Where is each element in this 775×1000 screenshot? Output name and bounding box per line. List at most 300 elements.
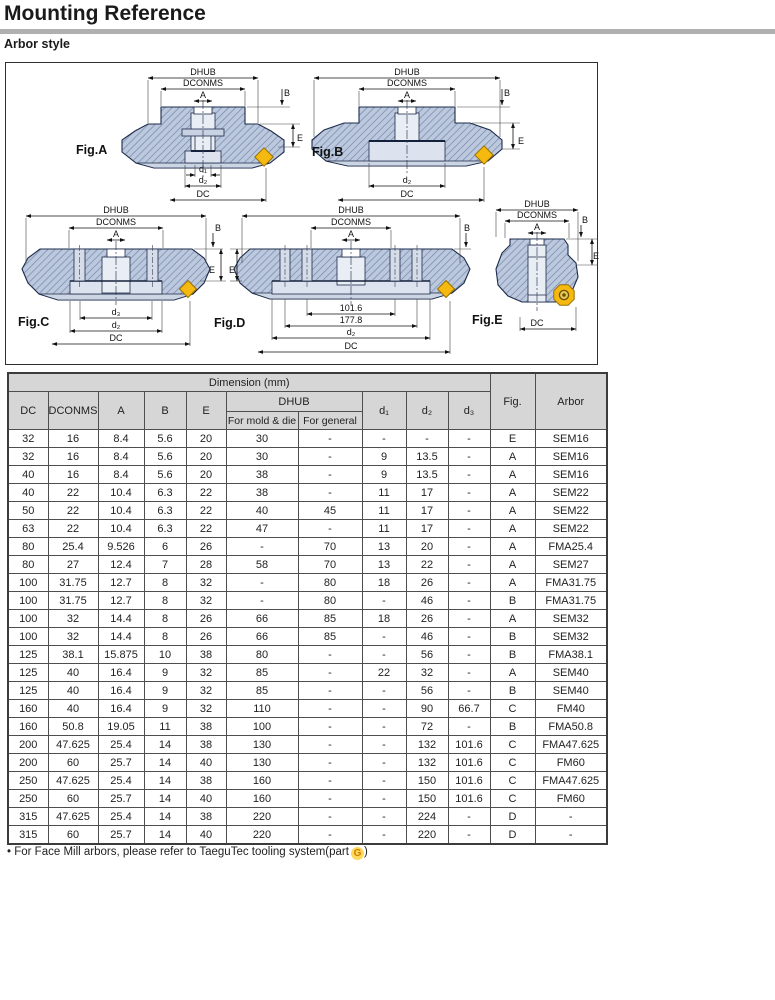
table-cell: 25.4 — [98, 808, 144, 826]
table-cell: - — [362, 628, 406, 646]
svg-text:B: B — [463, 223, 471, 233]
table-cell: SEM16 — [535, 448, 607, 466]
header-dimension-group: Dimension (mm) — [8, 373, 490, 392]
svg-text:101.6: 101.6 — [339, 303, 363, 313]
table-row — [8, 808, 607, 826]
table-cell: - — [298, 826, 362, 845]
table-cell: 14 — [144, 754, 186, 772]
table-cell: 220 — [226, 808, 298, 826]
table-cell: FMA25.4 — [535, 538, 607, 556]
table-cell: 8 — [144, 610, 186, 628]
table-cell: 22 — [186, 502, 226, 520]
table-cell: 125 — [8, 646, 48, 664]
table-cell: 8 — [144, 574, 186, 592]
table-cell: - — [535, 808, 607, 826]
table-cell: 47.625 — [48, 736, 98, 754]
table-cell: 132 — [406, 754, 448, 772]
table-cell: 250 — [8, 772, 48, 790]
table-cell: - — [298, 700, 362, 718]
svg-text:DCONMS: DCONMS — [183, 78, 223, 88]
fig-d-body — [234, 241, 470, 305]
table-cell: 160 — [226, 772, 298, 790]
table-cell: 125 — [8, 664, 48, 682]
table-cell: 22 — [406, 556, 448, 574]
table-cell: 45 — [298, 502, 362, 520]
table-cell: - — [448, 826, 490, 845]
table-cell: - — [298, 484, 362, 502]
table-cell: 31.75 — [48, 574, 98, 592]
table-cell: 47 — [226, 520, 298, 538]
header-dhub-mold: For mold & die — [226, 412, 298, 430]
table-cell: 6.3 — [144, 484, 186, 502]
table-cell: 13.5 — [406, 466, 448, 484]
table-cell: 9.526 — [98, 538, 144, 556]
table-cell: - — [448, 574, 490, 592]
header-dhub: DHUB — [226, 392, 362, 412]
table-cell: 25.7 — [98, 754, 144, 772]
table-cell: 38 — [186, 772, 226, 790]
table-cell: 14 — [144, 790, 186, 808]
svg-text:B: B — [581, 215, 589, 225]
table-cell: 20 — [186, 430, 226, 448]
svg-text:DHUB: DHUB — [190, 67, 216, 77]
table-row — [8, 556, 607, 574]
table-cell: 47.625 — [48, 772, 98, 790]
table-cell: 13.5 — [406, 448, 448, 466]
table-cell: 32 — [48, 610, 98, 628]
svg-text:B: B — [503, 88, 511, 98]
table-cell: - — [298, 718, 362, 736]
table-cell: 10.4 — [98, 520, 144, 538]
table-cell: 19.05 — [98, 718, 144, 736]
table-cell: 85 — [298, 610, 362, 628]
header-d1: d₁ — [362, 392, 406, 430]
table-cell: 70 — [298, 556, 362, 574]
table-cell: - — [362, 754, 406, 772]
table-cell: 40 — [186, 826, 226, 845]
svg-text:DHUB: DHUB — [394, 67, 420, 77]
table-cell: - — [448, 646, 490, 664]
svg-text:E: E — [297, 133, 304, 143]
table-row — [8, 610, 607, 628]
table-cell: 14.4 — [98, 610, 144, 628]
table-cell: 85 — [298, 628, 362, 646]
table-cell: 5.6 — [144, 430, 186, 448]
table-cell: 132 — [406, 736, 448, 754]
table-cell: - — [448, 448, 490, 466]
table-cell: 22 — [186, 520, 226, 538]
table-cell: 66.7 — [448, 700, 490, 718]
table-row — [8, 736, 607, 754]
table-cell: 100 — [8, 628, 48, 646]
table-cell: 26 — [406, 574, 448, 592]
svg-text:B: B — [214, 223, 222, 233]
svg-text:E: E — [593, 251, 600, 261]
table-cell: 150 — [406, 790, 448, 808]
table-cell: - — [362, 646, 406, 664]
table-cell: 130 — [226, 736, 298, 754]
fig-a-label: Fig.A — [76, 143, 108, 157]
table-cell: 26 — [406, 610, 448, 628]
svg-text:A: A — [533, 222, 541, 232]
table-cell: 8.4 — [98, 430, 144, 448]
table-cell: 80 — [226, 646, 298, 664]
table-row — [8, 466, 607, 484]
table-cell: 160 — [8, 700, 48, 718]
table-cell: - — [362, 682, 406, 700]
svg-text:DCONMS: DCONMS — [331, 217, 371, 227]
table-cell: 32 — [8, 430, 48, 448]
table-cell: 130 — [226, 754, 298, 772]
table-cell: 32 — [186, 700, 226, 718]
table-cell: 100 — [226, 718, 298, 736]
table-cell: 26 — [186, 610, 226, 628]
table-cell: 22 — [48, 502, 98, 520]
table-cell: 12.7 — [98, 574, 144, 592]
table-cell: C — [490, 772, 535, 790]
table-cell: 38 — [186, 718, 226, 736]
table-cell: D — [490, 826, 535, 845]
svg-text:A: A — [347, 229, 355, 239]
table-row — [8, 484, 607, 502]
table-cell: 22 — [362, 664, 406, 682]
table-cell: 32 — [186, 664, 226, 682]
svg-text:DHUB: DHUB — [103, 205, 129, 215]
table-cell: 60 — [48, 790, 98, 808]
table-cell: 20 — [406, 538, 448, 556]
table-row — [8, 448, 607, 466]
fig-b-label: Fig.B — [312, 145, 344, 159]
table-cell: 5.6 — [144, 466, 186, 484]
table-cell: A — [490, 664, 535, 682]
table-row — [8, 538, 607, 556]
arbor-figures-panel — [5, 62, 598, 365]
table-cell: 32 — [406, 664, 448, 682]
table-cell: 26 — [186, 538, 226, 556]
table-cell: - — [362, 772, 406, 790]
table-cell: 20 — [186, 448, 226, 466]
table-cell: 66 — [226, 610, 298, 628]
table-cell: SEM40 — [535, 664, 607, 682]
table-cell: 14 — [144, 808, 186, 826]
table-cell: 26 — [186, 628, 226, 646]
table-cell: 14.4 — [98, 628, 144, 646]
table-cell: C — [490, 736, 535, 754]
table-cell: 10 — [144, 646, 186, 664]
table-cell: 40 — [48, 700, 98, 718]
table-cell: 315 — [8, 808, 48, 826]
table-cell: 14 — [144, 826, 186, 845]
header-e: E — [186, 392, 226, 430]
table-cell: 40 — [8, 466, 48, 484]
fig-e-diagram — [480, 199, 602, 359]
table-cell: 25.4 — [48, 538, 98, 556]
table-cell: - — [298, 754, 362, 772]
table-cell: SEM32 — [535, 628, 607, 646]
table-cell: 85 — [226, 664, 298, 682]
svg-text:DCONMS: DCONMS — [517, 210, 557, 220]
table-row — [8, 718, 607, 736]
table-cell: 80 — [298, 592, 362, 610]
table-cell: 60 — [48, 754, 98, 772]
footnote — [7, 846, 368, 860]
table-cell: 11 — [144, 718, 186, 736]
header-fig: Fig. — [490, 373, 535, 430]
table-cell: 16 — [48, 430, 98, 448]
footnote-text: For Face Mill arbors, please refer to TaeguTec tooling system(part — [14, 846, 349, 858]
table-cell: B — [490, 628, 535, 646]
table-cell: 17 — [406, 520, 448, 538]
table-row — [8, 754, 607, 772]
table-cell: 18 — [362, 610, 406, 628]
table-cell: 6.3 — [144, 520, 186, 538]
table-cell: 40 — [48, 664, 98, 682]
table-cell: SEM22 — [535, 502, 607, 520]
table-cell: 8 — [144, 628, 186, 646]
table-cell: - — [226, 592, 298, 610]
table-cell: 38.1 — [48, 646, 98, 664]
table-cell: 16.4 — [98, 682, 144, 700]
table-header — [8, 373, 607, 430]
table-cell: A — [490, 538, 535, 556]
svg-text:d₂: d₂ — [111, 320, 121, 330]
table-cell: 31.75 — [48, 592, 98, 610]
table-cell: - — [298, 772, 362, 790]
table-cell: 16 — [48, 448, 98, 466]
table-row — [8, 700, 607, 718]
header-a: A — [98, 392, 144, 430]
table-cell: 100 — [8, 610, 48, 628]
table-cell: A — [490, 610, 535, 628]
table-cell: 8 — [144, 592, 186, 610]
table-cell: A — [490, 484, 535, 502]
table-cell: 56 — [406, 646, 448, 664]
table-cell: - — [362, 826, 406, 845]
table-cell: A — [490, 574, 535, 592]
table-cell: - — [362, 736, 406, 754]
table-cell: 56 — [406, 682, 448, 700]
table-cell: - — [448, 718, 490, 736]
table-cell: 60 — [48, 826, 98, 845]
table-cell: FMA47.625 — [535, 736, 607, 754]
table-cell: C — [490, 790, 535, 808]
table-cell: 101.6 — [448, 736, 490, 754]
table-cell: 32 — [48, 628, 98, 646]
table-row — [8, 664, 607, 682]
svg-text:DCONMS: DCONMS — [387, 78, 427, 88]
table-cell: 38 — [226, 484, 298, 502]
table-cell: 85 — [226, 682, 298, 700]
table-cell: - — [362, 808, 406, 826]
table-cell: 38 — [186, 646, 226, 664]
fig-e-body — [496, 232, 578, 311]
table-cell: 40 — [186, 790, 226, 808]
table-cell: 5.6 — [144, 448, 186, 466]
table-cell: 25.4 — [98, 736, 144, 754]
table-cell: 50 — [8, 502, 48, 520]
table-cell: FMA31.75 — [535, 574, 607, 592]
svg-text:E: E — [229, 265, 236, 275]
table-cell: 80 — [8, 538, 48, 556]
table-cell: 22 — [48, 484, 98, 502]
table-cell: 40 — [186, 754, 226, 772]
table-cell: SEM22 — [535, 520, 607, 538]
table-cell: - — [362, 700, 406, 718]
svg-text:177.8: 177.8 — [339, 315, 363, 325]
table-cell: - — [448, 610, 490, 628]
round-insert-icon — [554, 285, 574, 305]
table-cell: 58 — [226, 556, 298, 574]
table-cell: SEM22 — [535, 484, 607, 502]
table-cell: - — [226, 538, 298, 556]
table-cell: 20 — [186, 466, 226, 484]
table-cell: - — [448, 628, 490, 646]
table-cell: 100 — [8, 574, 48, 592]
table-row — [8, 592, 607, 610]
table-cell: 16.4 — [98, 664, 144, 682]
table-cell: 80 — [8, 556, 48, 574]
table-cell: - — [298, 664, 362, 682]
table-cell: A — [490, 556, 535, 574]
table-row — [8, 826, 607, 845]
table-cell: - — [448, 430, 490, 448]
table-cell: B — [490, 682, 535, 700]
table-cell: 32 — [186, 574, 226, 592]
svg-text:DC: DC — [196, 189, 210, 199]
svg-text:DHUB: DHUB — [338, 205, 364, 215]
table-cell: - — [298, 466, 362, 484]
table-cell: 101.6 — [448, 754, 490, 772]
table-cell: 11 — [362, 502, 406, 520]
table-cell: 47.625 — [48, 808, 98, 826]
table-cell: A — [490, 448, 535, 466]
table-cell: 12.7 — [98, 592, 144, 610]
table-cell: FMA47.625 — [535, 772, 607, 790]
table-cell: SEM27 — [535, 556, 607, 574]
table-body — [8, 430, 607, 845]
table-cell: FM60 — [535, 754, 607, 772]
table-cell: 220 — [226, 826, 298, 845]
fig-d-label: Fig.D — [214, 316, 246, 330]
table-cell: - — [448, 538, 490, 556]
table-cell: 32 — [8, 448, 48, 466]
table-cell: 66 — [226, 628, 298, 646]
table-cell: 13 — [362, 538, 406, 556]
svg-text:A: A — [403, 90, 411, 100]
table-cell: 30 — [226, 430, 298, 448]
table-cell: - — [448, 808, 490, 826]
table-cell: 250 — [8, 790, 48, 808]
table-cell: C — [490, 754, 535, 772]
table-cell: FM40 — [535, 700, 607, 718]
table-cell: 27 — [48, 556, 98, 574]
fig-b-body — [312, 100, 502, 173]
table-cell: - — [535, 826, 607, 845]
table-cell: 9 — [362, 466, 406, 484]
table-cell: 220 — [406, 826, 448, 845]
table-row — [8, 772, 607, 790]
table-cell: 63 — [8, 520, 48, 538]
table-cell: - — [362, 430, 406, 448]
table-cell: 14 — [144, 736, 186, 754]
table-cell: FMA50.8 — [535, 718, 607, 736]
table-row — [8, 574, 607, 592]
table-cell: 80 — [298, 574, 362, 592]
table-cell: - — [298, 430, 362, 448]
table-cell: 40 — [226, 502, 298, 520]
table-cell: 6 — [144, 538, 186, 556]
svg-text:E: E — [208, 265, 215, 275]
table-cell: 16.4 — [98, 700, 144, 718]
svg-text:DC: DC — [400, 189, 414, 199]
table-cell: - — [448, 466, 490, 484]
table-cell: 101.6 — [448, 772, 490, 790]
table-cell: 224 — [406, 808, 448, 826]
table-row — [8, 520, 607, 538]
table-cell: 25.7 — [98, 826, 144, 845]
table-cell: 13 — [362, 556, 406, 574]
fig-c-label: Fig.C — [18, 315, 50, 329]
svg-text:DC: DC — [109, 333, 123, 343]
table-cell: 17 — [406, 502, 448, 520]
table-cell: - — [298, 646, 362, 664]
svg-text:A: A — [199, 90, 207, 100]
table-cell: FM60 — [535, 790, 607, 808]
table-cell: 101.6 — [448, 790, 490, 808]
table-cell: B — [490, 718, 535, 736]
table-cell: 46 — [406, 628, 448, 646]
table-cell: 200 — [8, 736, 48, 754]
table-cell: SEM16 — [535, 430, 607, 448]
table-cell: - — [448, 592, 490, 610]
svg-text:d₂: d₂ — [346, 327, 356, 337]
table-cell: SEM16 — [535, 466, 607, 484]
svg-text:DC: DC — [344, 341, 358, 351]
table-cell: FMA31.75 — [535, 592, 607, 610]
table-cell: 70 — [298, 538, 362, 556]
table-cell: - — [298, 520, 362, 538]
table-cell: 14 — [144, 772, 186, 790]
header-d3: d₃ — [448, 392, 490, 430]
table-cell: - — [448, 664, 490, 682]
table-cell: 11 — [362, 520, 406, 538]
table-cell: - — [362, 592, 406, 610]
svg-text:d₃: d₃ — [111, 307, 121, 317]
table-row — [8, 502, 607, 520]
table-cell: SEM32 — [535, 610, 607, 628]
table-cell: 9 — [362, 448, 406, 466]
title-rule — [0, 29, 775, 34]
table-cell: D — [490, 808, 535, 826]
table-cell: 100 — [8, 592, 48, 610]
fig-c-body — [22, 241, 210, 305]
table-cell: 150 — [406, 772, 448, 790]
table-cell: 160 — [226, 790, 298, 808]
table-cell: SEM40 — [535, 682, 607, 700]
header-dhub-general: For general — [298, 412, 362, 430]
table-cell: - — [448, 484, 490, 502]
table-cell: - — [362, 790, 406, 808]
table-cell: 315 — [8, 826, 48, 845]
table-cell: - — [226, 574, 298, 592]
table-cell: - — [298, 448, 362, 466]
table-cell: 6.3 — [144, 502, 186, 520]
table-cell: 72 — [406, 718, 448, 736]
fig-b-diagram — [294, 67, 529, 212]
table-cell: 9 — [144, 700, 186, 718]
table-cell: 32 — [186, 592, 226, 610]
table-cell: 10.4 — [98, 484, 144, 502]
